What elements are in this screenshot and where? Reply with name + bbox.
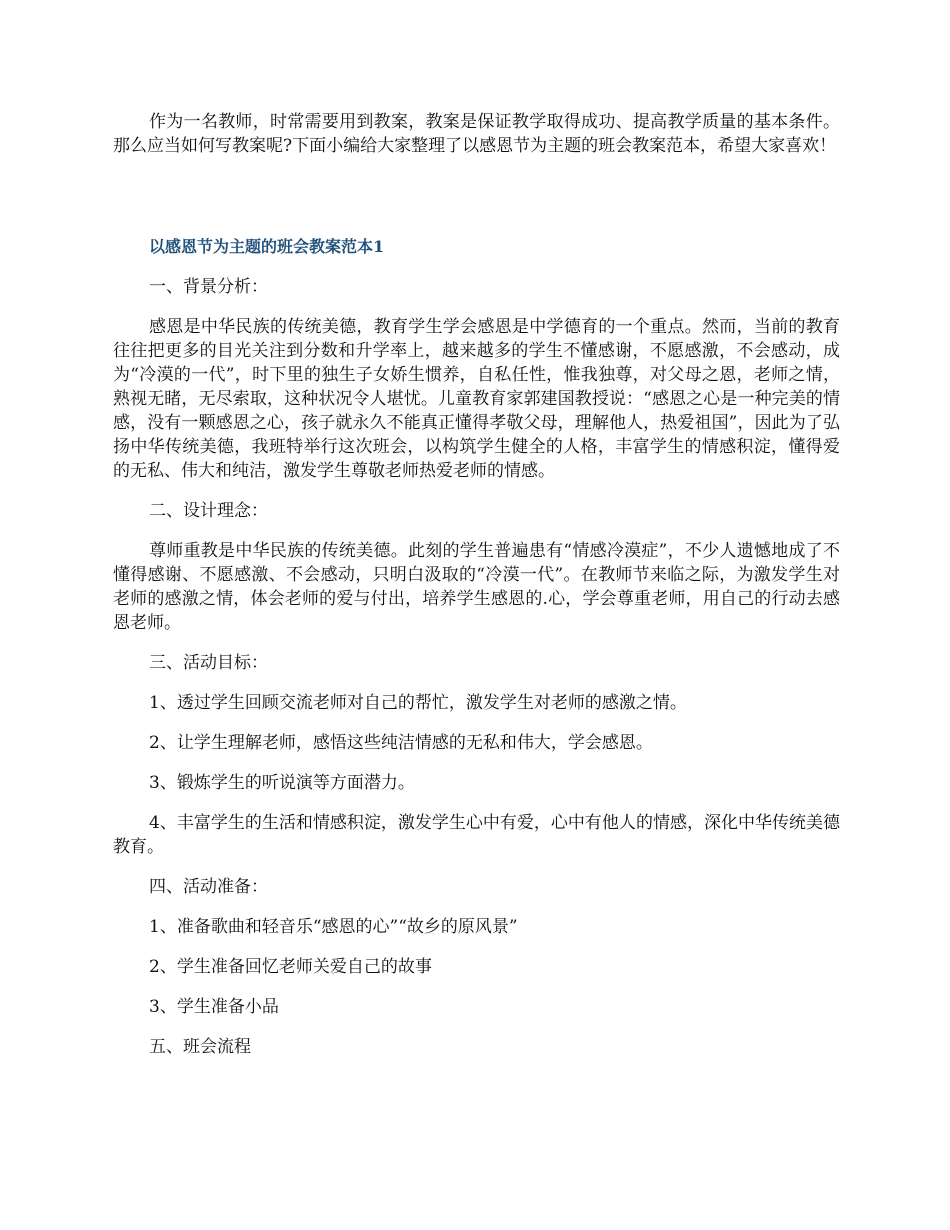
spacer bbox=[113, 158, 840, 235]
spacer bbox=[113, 299, 840, 315]
heading-preparation: 四、活动准备： bbox=[149, 877, 268, 897]
spacer bbox=[113, 259, 840, 275]
intro-paragraph: 作为一名教师，时常需要用到教案，教案是保证教学取得成功、提高教学质量的基本条件。那么应当如何写教案呢?下面小编给大家整理了以感恩节为主题的班会教案范本，希望大家喜欢！ bbox=[113, 112, 840, 156]
spacer bbox=[113, 483, 840, 499]
section-title: 以感恩节为主题的班会教案范本1 bbox=[149, 237, 385, 256]
spacer bbox=[113, 859, 840, 875]
spacer bbox=[113, 675, 840, 691]
spacer bbox=[113, 795, 840, 811]
spacer bbox=[113, 899, 840, 915]
prep-item-1: 1、准备歌曲和轻音乐“感恩的心”“故乡的原风景” bbox=[149, 917, 518, 937]
goal-item-4: 4、丰富学生的生活和情感积淀，激发学生心中有爱，心中有他人的情感，深化中华传统美德教育。 bbox=[113, 813, 840, 857]
design-paragraph: 尊师重教是中华民族的传统美德。此刻的学生普遍患有“情感冷漠症”，不少人遗憾地成了不懂得感谢、不愿感激、不会感动，只明白汲取的“冷漠一代”。在教师节来临之际，为激发学生对老师的感激之情，体会老师的爱与付出，培养学生感恩的.心，学会尊重老师，用自己的行动去感恩老师。 bbox=[113, 541, 840, 633]
spacer bbox=[113, 939, 840, 955]
spacer bbox=[113, 523, 840, 539]
spacer bbox=[113, 1019, 840, 1035]
prep-item-2: 2、学生准备回忆老师关爱自己的故事 bbox=[149, 957, 432, 977]
heading-background: 一、背景分析： bbox=[149, 277, 268, 297]
spacer bbox=[113, 979, 840, 995]
goal-item-3: 3、锻炼学生的听说演等方面潜力。 bbox=[149, 773, 415, 793]
prep-item-3: 3、学生准备小品 bbox=[149, 997, 279, 1017]
spacer bbox=[113, 635, 840, 651]
goal-item-2: 2、让学生理解老师，感悟这些纯洁情感的无私和伟大，学会感恩。 bbox=[149, 733, 653, 753]
goal-item-1: 1、透过学生回顾交流老师对自己的帮忙，激发学生对老师的感激之情。 bbox=[149, 693, 687, 713]
background-paragraph: 感恩是中华民族的传统美德，教育学生学会感恩是中学德育的一个重点。然而，当前的教育往往把更多的目光关注到分数和升学率上，越来越多的学生不懂感谢，不愿感激，不会感动，成为“冷漠的一代”，时下里的独生子女娇生惯养，自私任性，惟我独尊，对父母之恩，老师之情，熟视无睹，无尽索取，这种状况令人堪忧。儿童教育家郭建国教授说：“感恩之心是一种完美的情感，没有一颗感恩之心，孩子就永久不能真正懂得孝敬父母，理解他人，热爱祖国”，因此为了弘扬中华传统美德，我班特举行这次班会，以构筑学生健全的人格，丰富学生的情感积淀，懂得爱的无私、伟大和纯洁，激发学生尊敬老师热爱老师的情感。 bbox=[113, 317, 840, 481]
document-page bbox=[113, 110, 840, 1059]
spacer bbox=[113, 715, 840, 731]
spacer bbox=[113, 755, 840, 771]
heading-design-concept: 二、设计理念： bbox=[149, 501, 268, 521]
heading-goals: 三、活动目标： bbox=[149, 653, 268, 673]
heading-process: 五、班会流程 bbox=[149, 1037, 251, 1057]
